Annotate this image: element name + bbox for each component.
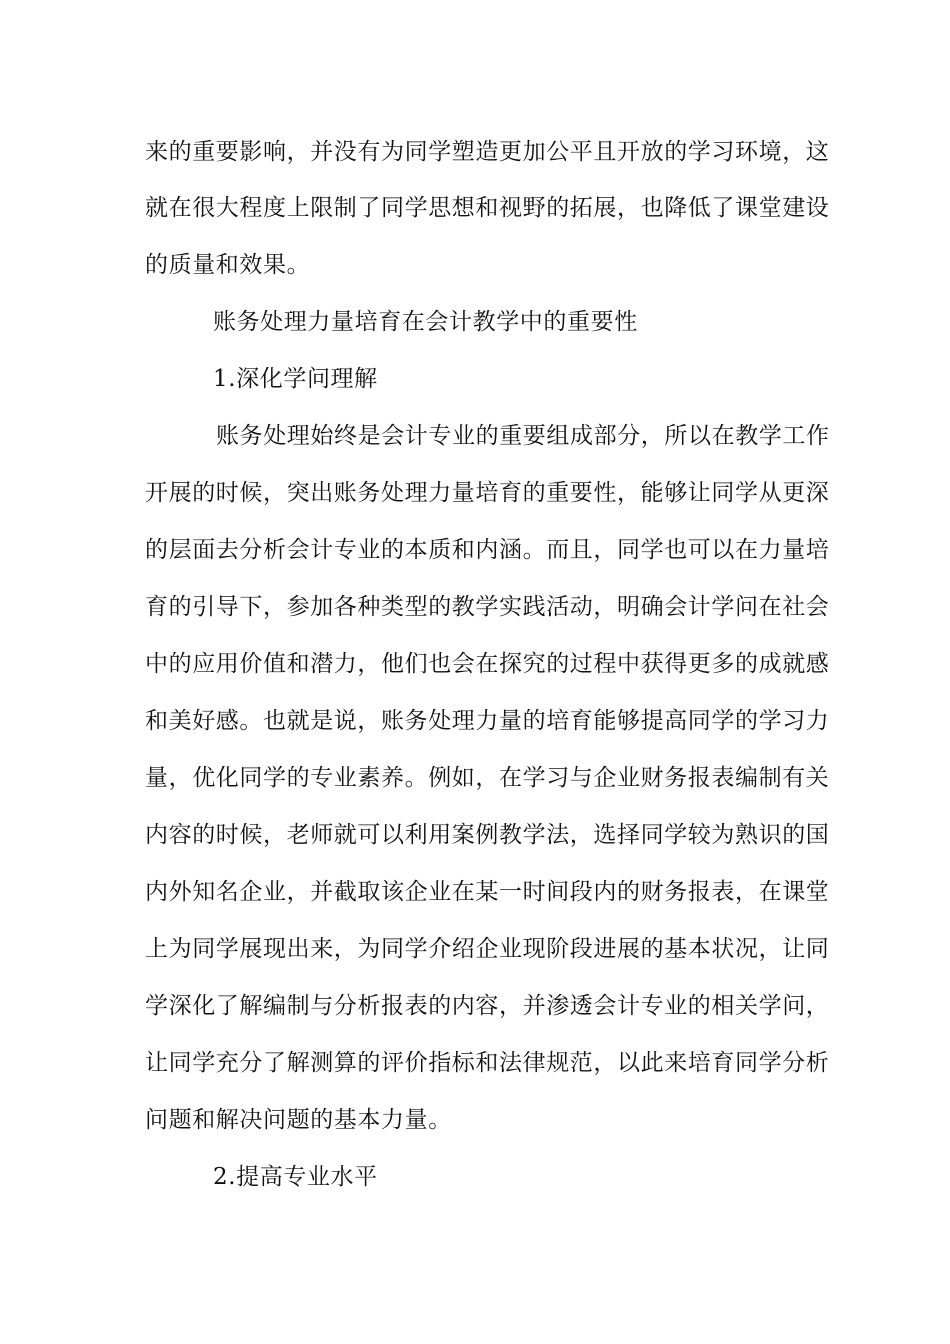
paragraph-line: 量，优化同学的专业素养。例如，在学习与企业财务报表编制有关 [145,765,830,791]
paragraph-line: 内容的时候，老师就可以利用案例教学法，选择同学较为熟识的国 [145,822,830,848]
paragraph-line: 让同学充分了解测算的评价指标和法律规范，以此来培育同学分析 [145,1050,830,1076]
paragraph-line: 上为同学展现出来，为同学介绍企业现阶段进展的基本状况，让同 [145,936,830,962]
paragraph-line: 育的引导下，参加各种类型的教学实践活动，明确会计学问在社会 [145,594,830,620]
subsection-heading: 2.提高专业水平 [213,1164,378,1190]
paragraph-line: 账务处理始终是会计专业的重要组成部分，所以在教学工作 [216,423,830,449]
paragraph-line: 内外知名企业，并截取该企业在某一时间段内的财务报表，在课堂 [145,879,830,905]
paragraph-line: 的层面去分析会计专业的本质和内涵。而且，同学也可以在力量培 [145,537,830,563]
subsection-heading: 1.深化学问理解 [213,366,378,392]
paragraph-line: 来的重要影响，并没有为同学塑造更加公平且开放的学习环境，这 [145,139,830,165]
paragraph-line: 学深化了解编制与分析报表的内容，并渗透会计专业的相关学问， [145,993,830,1019]
paragraph-line: 开展的时候，突出账务处理力量培育的重要性，能够让同学从更深 [145,480,830,506]
paragraph-line: 和美好感。也就是说，账务处理力量的培育能够提高同学的学习力 [145,708,830,734]
paragraph-line: 问题和解决问题的基本力量。 [145,1107,452,1133]
paragraph-line: 中的应用价值和潜力，他们也会在探究的过程中获得更多的成就感 [145,651,830,677]
paragraph-line: 就在很大程度上限制了同学思想和视野的拓展，也降低了课堂建设 [145,195,830,221]
section-heading: 账务处理力量培育在会计教学中的重要性 [213,309,638,335]
paragraph-line: 的质量和效果。 [145,252,311,278]
